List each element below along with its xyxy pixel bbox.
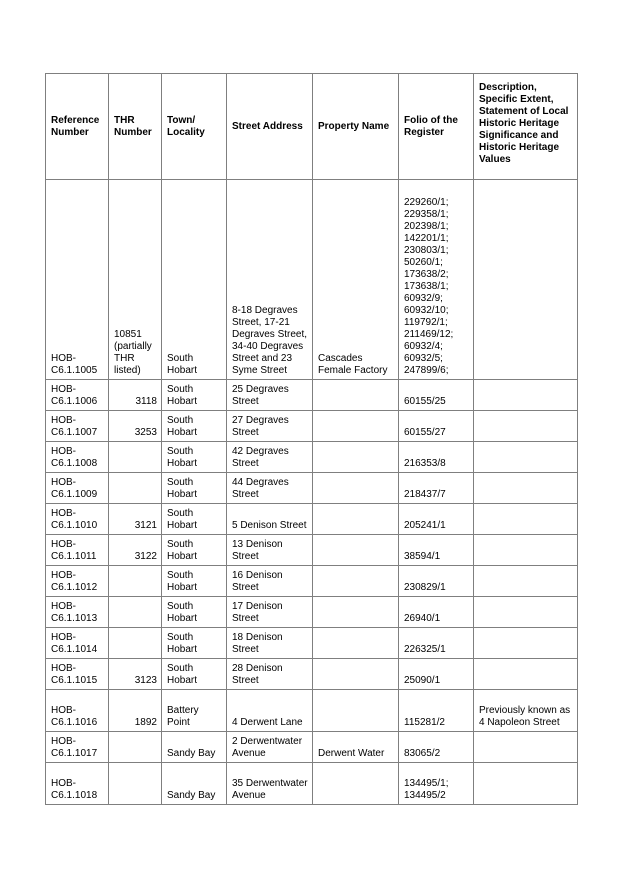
cell-street: 13 Denison Street (227, 535, 313, 566)
cell-town: South Hobart (162, 659, 227, 690)
cell-property (313, 380, 399, 411)
cell-street: 25 Degraves Street (227, 380, 313, 411)
cell-description (474, 597, 578, 628)
cell-folio: 38594/1 (399, 535, 474, 566)
table-row (46, 566, 578, 597)
table-row (46, 180, 578, 380)
cell-folio: 25090/1 (399, 659, 474, 690)
cell-town: South Hobart (162, 535, 227, 566)
cell-reference: HOB-C6.1.1006 (46, 380, 109, 411)
cell-thr: 1892 (109, 690, 162, 732)
cell-property (313, 566, 399, 597)
cell-thr (109, 628, 162, 659)
cell-reference: HOB-C6.1.1007 (46, 411, 109, 442)
cell-street: 8-18 Degraves Street, 17-21 Degraves Street, 34-40 Degraves Street and 23 Syme Street (227, 180, 313, 380)
cell-thr (109, 566, 162, 597)
cell-thr (109, 732, 162, 763)
table-row (46, 473, 578, 504)
cell-town: South Hobart (162, 380, 227, 411)
table-row (46, 535, 578, 566)
cell-thr: 10851 (partially THR listed) (109, 180, 162, 380)
cell-property (313, 504, 399, 535)
header-reference-number: Reference Number (46, 74, 109, 180)
table-row (46, 380, 578, 411)
cell-description (474, 659, 578, 690)
cell-reference: HOB-C6.1.1010 (46, 504, 109, 535)
cell-property (313, 690, 399, 732)
cell-town: Sandy Bay (162, 732, 227, 763)
cell-description (474, 180, 578, 380)
cell-town: South Hobart (162, 442, 227, 473)
cell-folio: 26940/1 (399, 597, 474, 628)
cell-reference: HOB-C6.1.1018 (46, 763, 109, 805)
cell-description (474, 535, 578, 566)
cell-street: 16 Denison Street (227, 566, 313, 597)
table-row (46, 732, 578, 763)
cell-property (313, 659, 399, 690)
cell-town: South Hobart (162, 473, 227, 504)
cell-town: South Hobart (162, 628, 227, 659)
cell-town: South Hobart (162, 411, 227, 442)
cell-reference: HOB-C6.1.1008 (46, 442, 109, 473)
cell-description (474, 411, 578, 442)
header-property-name: Property Name (313, 74, 399, 180)
cell-description (474, 763, 578, 805)
cell-street: 2 Derwentwater Avenue (227, 732, 313, 763)
table-row (46, 442, 578, 473)
cell-town: South Hobart (162, 597, 227, 628)
cell-street: 35 Derwentwater Avenue (227, 763, 313, 805)
cell-folio: 216353/8 (399, 442, 474, 473)
cell-town: South Hobart (162, 180, 227, 380)
table-row (46, 628, 578, 659)
cell-town: Battery Point (162, 690, 227, 732)
table-header-row (46, 74, 578, 180)
header-description: Description, Specific Extent, Statement of Local Historic Heritage Significance and Historic Heritage Values (474, 74, 578, 180)
cell-folio: 229260/1; 229358/1; 202398/1; 142201/1; 230803/1; 50260/1; 173638/2; 173638/1; 60932/9; 60932/10; 119792/1; 211469/12; 60932/4; 60932/5; 247899/6; (399, 180, 474, 380)
table-row (46, 411, 578, 442)
cell-folio: 226325/1 (399, 628, 474, 659)
cell-property (313, 535, 399, 566)
cell-street: 27 Degraves Street (227, 411, 313, 442)
header-street-address: Street Address (227, 74, 313, 180)
cell-description (474, 504, 578, 535)
header-folio: Folio of the Register (399, 74, 474, 180)
cell-description: Previously known as 4 Napoleon Street (474, 690, 578, 732)
cell-description (474, 473, 578, 504)
cell-thr (109, 597, 162, 628)
cell-description (474, 566, 578, 597)
cell-thr: 3123 (109, 659, 162, 690)
cell-description (474, 442, 578, 473)
cell-property (313, 597, 399, 628)
cell-folio: 230829/1 (399, 566, 474, 597)
header-town-locality: Town/ Locality (162, 74, 227, 180)
cell-reference: HOB-C6.1.1016 (46, 690, 109, 732)
cell-thr: 3118 (109, 380, 162, 411)
cell-thr: 3122 (109, 535, 162, 566)
cell-reference: HOB-C6.1.1013 (46, 597, 109, 628)
heritage-register-table (45, 73, 578, 805)
cell-town: South Hobart (162, 566, 227, 597)
cell-thr: 3121 (109, 504, 162, 535)
cell-reference: HOB-C6.1.1014 (46, 628, 109, 659)
cell-street: 5 Denison Street (227, 504, 313, 535)
cell-street: 28 Denison Street (227, 659, 313, 690)
cell-folio: 60155/27 (399, 411, 474, 442)
table-row (46, 659, 578, 690)
table-row (46, 597, 578, 628)
cell-thr: 3253 (109, 411, 162, 442)
table-row (46, 504, 578, 535)
cell-folio: 218437/7 (399, 473, 474, 504)
cell-street: 18 Denison Street (227, 628, 313, 659)
cell-reference: HOB-C6.1.1011 (46, 535, 109, 566)
cell-reference: HOB-C6.1.1012 (46, 566, 109, 597)
cell-property (313, 763, 399, 805)
cell-town: Sandy Bay (162, 763, 227, 805)
cell-description (474, 628, 578, 659)
cell-description (474, 380, 578, 411)
cell-reference: HOB-C6.1.1009 (46, 473, 109, 504)
cell-property: Derwent Water (313, 732, 399, 763)
cell-street: 17 Denison Street (227, 597, 313, 628)
cell-property (313, 628, 399, 659)
cell-property: Cascades Female Factory (313, 180, 399, 380)
cell-thr (109, 763, 162, 805)
cell-property (313, 442, 399, 473)
cell-folio: 205241/1 (399, 504, 474, 535)
table-row (46, 690, 578, 732)
cell-folio: 60155/25 (399, 380, 474, 411)
cell-reference: HOB-C6.1.1015 (46, 659, 109, 690)
header-thr-number: THR Number (109, 74, 162, 180)
cell-description (474, 732, 578, 763)
cell-reference: HOB-C6.1.1017 (46, 732, 109, 763)
cell-street: 44 Degraves Street (227, 473, 313, 504)
cell-street: 42 Degraves Street (227, 442, 313, 473)
cell-folio: 134495/1; 134495/2 (399, 763, 474, 805)
cell-street: 4 Derwent Lane (227, 690, 313, 732)
cell-town: South Hobart (162, 504, 227, 535)
cell-property (313, 411, 399, 442)
table-row (46, 763, 578, 805)
cell-property (313, 473, 399, 504)
cell-thr (109, 473, 162, 504)
cell-reference: HOB-C6.1.1005 (46, 180, 109, 380)
cell-thr (109, 442, 162, 473)
cell-folio: 83065/2 (399, 732, 474, 763)
cell-folio: 115281/2 (399, 690, 474, 732)
